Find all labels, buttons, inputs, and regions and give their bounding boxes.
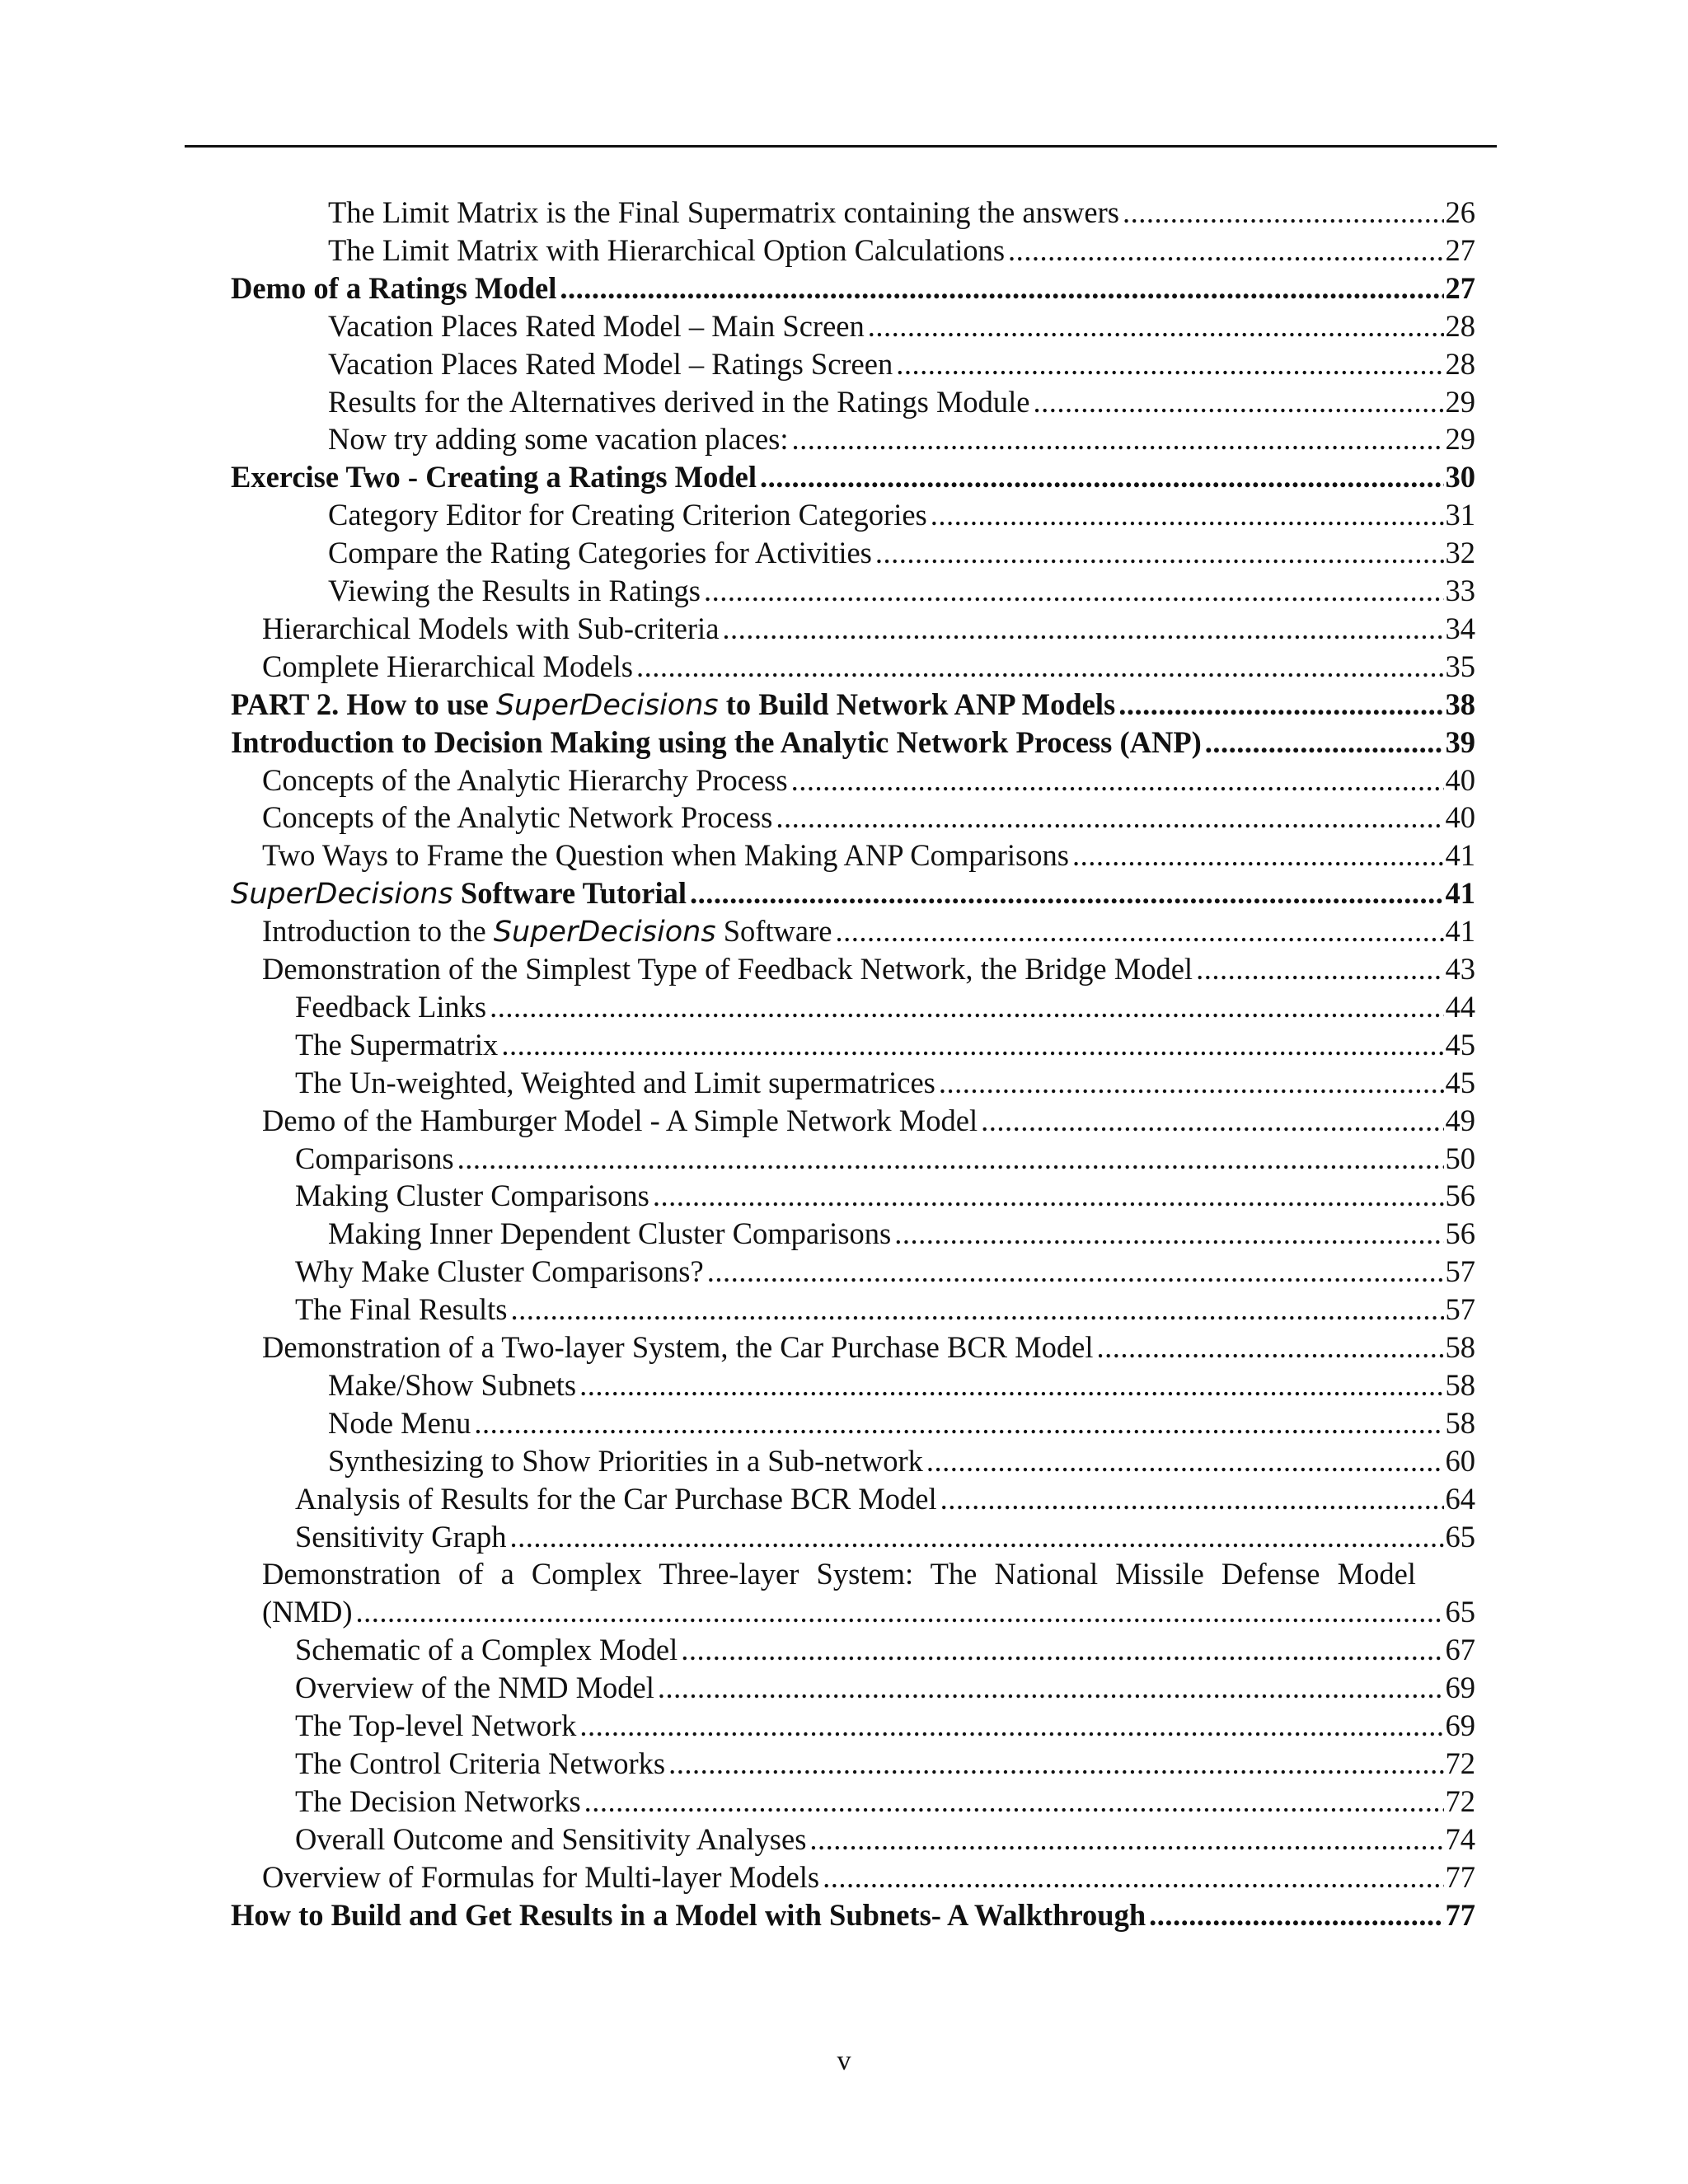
header-rule xyxy=(185,145,1497,148)
toc-entry-title: Node Menu xyxy=(328,1405,471,1440)
toc-page-number: 26 xyxy=(1445,195,1475,229)
toc-page-number: 33 xyxy=(1445,574,1475,607)
dot-leader xyxy=(352,1593,1443,1631)
toc-page-number: 30 xyxy=(1445,460,1475,494)
toc-entry[interactable] xyxy=(0,1518,1688,1556)
toc-entry[interactable] xyxy=(0,1858,1688,1896)
dot-leader xyxy=(819,1858,1443,1896)
toc-entry-title: Overview of Formulas for Multi-layer Models xyxy=(262,1859,820,1894)
toc-entry-title xyxy=(231,686,1115,724)
dot-leader xyxy=(978,1102,1443,1140)
software-name: SuperDecisions xyxy=(493,916,716,949)
toc-entry[interactable] xyxy=(0,269,1688,307)
toc-entry-title: Overall Outcome and Sensitivity Analyses xyxy=(295,1821,807,1856)
toc-entry[interactable] xyxy=(0,912,1688,951)
dot-leader xyxy=(893,345,1443,383)
toc-entry[interactable] xyxy=(0,1707,1688,1745)
toc-entry[interactable] xyxy=(0,420,1688,458)
toc-entry-title: Introduction to Decision Making using the Analytic Network Process (ANP) xyxy=(231,724,1202,759)
toc-page-number: 58 xyxy=(1445,1330,1475,1364)
dot-leader xyxy=(556,269,1443,307)
toc-entry-title: The Decision Networks xyxy=(295,1783,581,1818)
toc-title-suffix: Software xyxy=(715,914,832,949)
toc-page-number: 49 xyxy=(1445,1103,1475,1137)
toc-entry[interactable] xyxy=(0,799,1688,837)
toc-entry[interactable] xyxy=(0,950,1688,988)
toc-title-suffix: Software Tutorial xyxy=(452,876,687,911)
toc-page-number: 44 xyxy=(1445,989,1475,1024)
toc-entry[interactable] xyxy=(0,1140,1688,1178)
toc-entry[interactable] xyxy=(0,572,1688,610)
dot-leader xyxy=(1115,686,1443,724)
toc-page-number: 65 xyxy=(1445,1595,1475,1629)
toc-page-number: 40 xyxy=(1445,762,1475,797)
toc-page-number: 56 xyxy=(1445,1179,1475,1213)
dot-leader xyxy=(719,610,1443,648)
dot-leader xyxy=(678,1631,1443,1669)
toc-entry-title: Two Ways to Frame the Question when Making ANP Comparisons xyxy=(262,838,1069,873)
toc-page-number: 39 xyxy=(1445,724,1475,759)
toc-page-number: 38 xyxy=(1445,687,1475,721)
dot-leader xyxy=(508,1291,1444,1329)
toc-entry-title: Vacation Places Rated Model – Main Screen xyxy=(328,308,865,343)
toc-page-number: 35 xyxy=(1445,649,1475,683)
toc-entry-title: Complete Hierarchical Models xyxy=(262,649,634,683)
toc-page-number: 43 xyxy=(1445,952,1475,986)
toc-entry-title: Making Inner Dependent Cluster Comparisons xyxy=(328,1216,892,1251)
toc-entry[interactable] xyxy=(0,1064,1688,1102)
dot-leader xyxy=(935,1064,1444,1102)
toc-entry-title: Demo of a Ratings Model xyxy=(231,270,557,305)
toc-entry[interactable] xyxy=(0,345,1688,383)
dot-leader xyxy=(806,1821,1443,1858)
toc-entry-title: Exercise Two - Creating a Ratings Model xyxy=(231,460,757,494)
dot-leader xyxy=(633,648,1443,686)
software-name: SuperDecisions xyxy=(231,878,453,912)
toc-entry[interactable] xyxy=(0,1745,1688,1783)
toc-page-number: 27 xyxy=(1445,270,1475,305)
toc-page-number: 29 xyxy=(1445,422,1475,457)
toc-entry[interactable] xyxy=(0,1177,1688,1215)
toc-entry[interactable] xyxy=(0,1215,1688,1253)
dot-leader xyxy=(1030,383,1444,421)
dot-leader xyxy=(927,496,1444,534)
toc-entry-title: Concepts of the Analytic Network Process xyxy=(262,800,773,835)
toc-page-number: 31 xyxy=(1445,498,1475,532)
toc-page-number: 65 xyxy=(1445,1519,1475,1554)
toc-entry[interactable] xyxy=(0,232,1688,269)
toc-entry-title: Demonstration of a Two-layer System, the Car Purchase BCR Model xyxy=(262,1330,1094,1364)
toc-page-number: 32 xyxy=(1445,536,1475,570)
toc-entry[interactable] xyxy=(0,534,1688,572)
toc-page-number: 45 xyxy=(1445,1065,1475,1099)
toc-page-number: 28 xyxy=(1445,308,1475,343)
toc-page-number: 58 xyxy=(1445,1367,1475,1402)
toc-entry-title: The Limit Matrix is the Final Supermatrix containing the answers xyxy=(328,195,1119,229)
toc-entry-title xyxy=(231,874,687,913)
toc-entry[interactable] xyxy=(0,496,1688,534)
dot-leader xyxy=(581,1783,1444,1821)
toc-entry-title: Vacation Places Rated Model – Ratings Screen xyxy=(328,346,893,381)
dot-leader xyxy=(789,420,1444,458)
toc-entry[interactable] xyxy=(0,988,1688,1026)
toc-entry-title xyxy=(262,912,832,951)
toc-entry[interactable] xyxy=(0,307,1688,345)
toc-entry-title: Overview of the NMD Model xyxy=(295,1671,654,1705)
toc-entry[interactable] xyxy=(0,383,1688,421)
toc-entry-title: Making Cluster Comparisons xyxy=(295,1179,649,1213)
software-name: SuperDecisions xyxy=(495,688,719,722)
toc-entry-title: The Un-weighted, Weighted and Limit supermatrices xyxy=(295,1065,935,1099)
toc-entry[interactable] xyxy=(0,1291,1688,1329)
dot-leader xyxy=(865,307,1444,345)
toc-entry[interactable] xyxy=(0,1669,1688,1707)
toc-entry[interactable] xyxy=(0,1366,1688,1404)
toc-entry[interactable] xyxy=(0,458,1688,496)
toc-entry[interactable] xyxy=(0,762,1688,799)
toc-entry[interactable] xyxy=(0,1102,1688,1140)
dot-leader xyxy=(757,458,1443,496)
toc-page-number: 77 xyxy=(1445,1859,1475,1894)
toc-entry-title: Make/Show Subnets xyxy=(328,1367,577,1402)
toc-entry[interactable] xyxy=(0,1631,1688,1669)
toc-entry-title: Concepts of the Analytic Hierarchy Process xyxy=(262,762,788,797)
toc-page-number: 69 xyxy=(1445,1671,1475,1705)
toc-entry-title: Compare the Rating Categories for Activities xyxy=(328,536,872,570)
toc-page-number: 34 xyxy=(1445,611,1475,645)
toc-title-prefix: Introduction to the xyxy=(262,914,494,949)
toc-entry[interactable] xyxy=(0,194,1688,232)
toc-title-suffix: to Build Network ANP Models xyxy=(718,687,1116,721)
toc-page-number: 58 xyxy=(1445,1405,1475,1440)
dot-leader xyxy=(1093,1329,1443,1366)
dot-leader xyxy=(454,1140,1444,1178)
dot-leader xyxy=(654,1669,1444,1707)
dot-leader xyxy=(832,912,1443,950)
toc-entry-title: Results for the Alternatives derived in the Ratings Module xyxy=(328,384,1030,419)
toc-entry-title: Demonstration of the Simplest Type of Feedback Network, the Bridge Model xyxy=(262,952,1193,986)
toc-entry[interactable] xyxy=(0,648,1688,686)
toc-entry-title: Demo of the Hamburger Model - A Simple Network Model xyxy=(262,1103,978,1137)
toc-page-number: 41 xyxy=(1445,838,1475,873)
dot-leader xyxy=(923,1442,1444,1480)
dot-leader xyxy=(649,1177,1444,1215)
toc-page-number: 72 xyxy=(1445,1746,1475,1780)
dot-leader xyxy=(1069,837,1444,874)
dot-leader xyxy=(772,799,1443,837)
toc-entry[interactable] xyxy=(0,1783,1688,1821)
toc-entry-title: The Supermatrix xyxy=(295,1027,499,1062)
toc-page-number: 40 xyxy=(1445,800,1475,835)
toc-entry-title: Synthesizing to Show Priorities in a Sub-network xyxy=(328,1443,923,1478)
dot-leader xyxy=(704,1253,1444,1291)
toc-entry-title: Sensitivity Graph xyxy=(295,1519,507,1554)
toc-entry-title: Schematic of a Complex Model xyxy=(295,1633,678,1667)
toc-entry[interactable] xyxy=(0,1253,1688,1291)
toc-entry-title: The Limit Matrix with Hierarchical Option Calculations xyxy=(328,232,1006,267)
toc-page-number: 41 xyxy=(1445,876,1475,911)
toc-page-number: 57 xyxy=(1445,1254,1475,1289)
dot-leader xyxy=(1005,232,1443,269)
toc-page-number: 57 xyxy=(1445,1292,1475,1327)
toc-page-number: 56 xyxy=(1445,1216,1475,1251)
toc-page-number: 77 xyxy=(1445,1897,1475,1932)
toc-entry[interactable] xyxy=(0,1480,1688,1518)
toc-page-number: 27 xyxy=(1445,232,1475,267)
dot-leader xyxy=(1146,1896,1443,1934)
toc-entry[interactable] xyxy=(0,1896,1688,1934)
dot-leader xyxy=(1193,950,1443,988)
page-number: v xyxy=(837,2046,851,2076)
dot-leader xyxy=(937,1480,1444,1518)
toc-entry-title: Comparisons xyxy=(295,1141,454,1175)
toc-entry-title: Now try adding some vacation places: xyxy=(328,422,789,457)
toc-entry[interactable] xyxy=(0,1026,1688,1064)
toc-entry[interactable] xyxy=(0,686,1688,724)
dot-leader xyxy=(872,534,1444,572)
toc-page-number: 41 xyxy=(1445,914,1475,949)
toc-entry-title: Why Make Cluster Comparisons? xyxy=(295,1254,704,1289)
dot-leader xyxy=(788,762,1444,799)
toc-page-number: 45 xyxy=(1445,1027,1475,1062)
toc-entry[interactable] xyxy=(0,1329,1688,1366)
dot-leader xyxy=(665,1745,1443,1783)
toc-page-number: 69 xyxy=(1445,1708,1475,1742)
toc-page-number: 74 xyxy=(1445,1821,1475,1856)
toc-entry-title: The Control Criteria Networks xyxy=(295,1746,666,1780)
toc-entry-title: Hierarchical Models with Sub-criteria xyxy=(262,611,720,645)
toc-page-number: 29 xyxy=(1445,384,1475,419)
toc-entry-title: Category Editor for Creating Criterion Categories xyxy=(328,498,927,532)
toc-entry-title: Analysis of Results for the Car Purchase BCR Model xyxy=(295,1481,937,1516)
toc-entry[interactable] xyxy=(0,1821,1688,1858)
toc-entry-title-line: Demonstration of a Complex Three-layer System: The National Missile Defense Model xyxy=(262,1557,1416,1591)
toc-page-number: 28 xyxy=(1445,346,1475,381)
toc-entry[interactable] xyxy=(0,837,1688,874)
toc-entry[interactable] xyxy=(0,1593,1688,1631)
toc-entry-title: Feedback Links xyxy=(295,989,487,1024)
toc-title-prefix: PART 2. How to use xyxy=(231,687,496,721)
toc-page-number: 72 xyxy=(1445,1783,1475,1818)
toc-page-number: 67 xyxy=(1445,1633,1475,1667)
toc-entry-title: The Final Results xyxy=(295,1292,508,1327)
toc-entry[interactable] xyxy=(0,610,1688,648)
dot-leader xyxy=(498,1026,1443,1064)
toc-entry-title: How to Build and Get Results in a Model with Subnets- A Walkthrough xyxy=(231,1897,1146,1932)
toc-entry[interactable] xyxy=(0,724,1688,762)
toc-entry-title: Viewing the Results in Ratings xyxy=(328,574,701,607)
dot-leader xyxy=(471,1404,1443,1442)
dot-leader xyxy=(576,1366,1443,1404)
toc-entry[interactable] xyxy=(0,1404,1688,1442)
toc-entry[interactable] xyxy=(0,1442,1688,1480)
dot-leader xyxy=(891,1215,1443,1253)
dot-leader xyxy=(486,988,1443,1026)
toc-entry[interactable] xyxy=(0,874,1688,913)
dot-leader xyxy=(576,1707,1443,1745)
dot-leader xyxy=(1202,724,1444,762)
dot-leader xyxy=(701,572,1443,610)
toc-page-number: 50 xyxy=(1445,1141,1475,1175)
dot-leader xyxy=(687,874,1443,912)
toc-page-number: 64 xyxy=(1445,1481,1475,1516)
dot-leader xyxy=(507,1518,1444,1556)
toc-page-number: 60 xyxy=(1445,1443,1475,1478)
toc-entry-title: The Top-level Network xyxy=(295,1708,577,1742)
dot-leader xyxy=(1119,194,1444,232)
toc-entry-title: (NMD) xyxy=(262,1595,353,1629)
